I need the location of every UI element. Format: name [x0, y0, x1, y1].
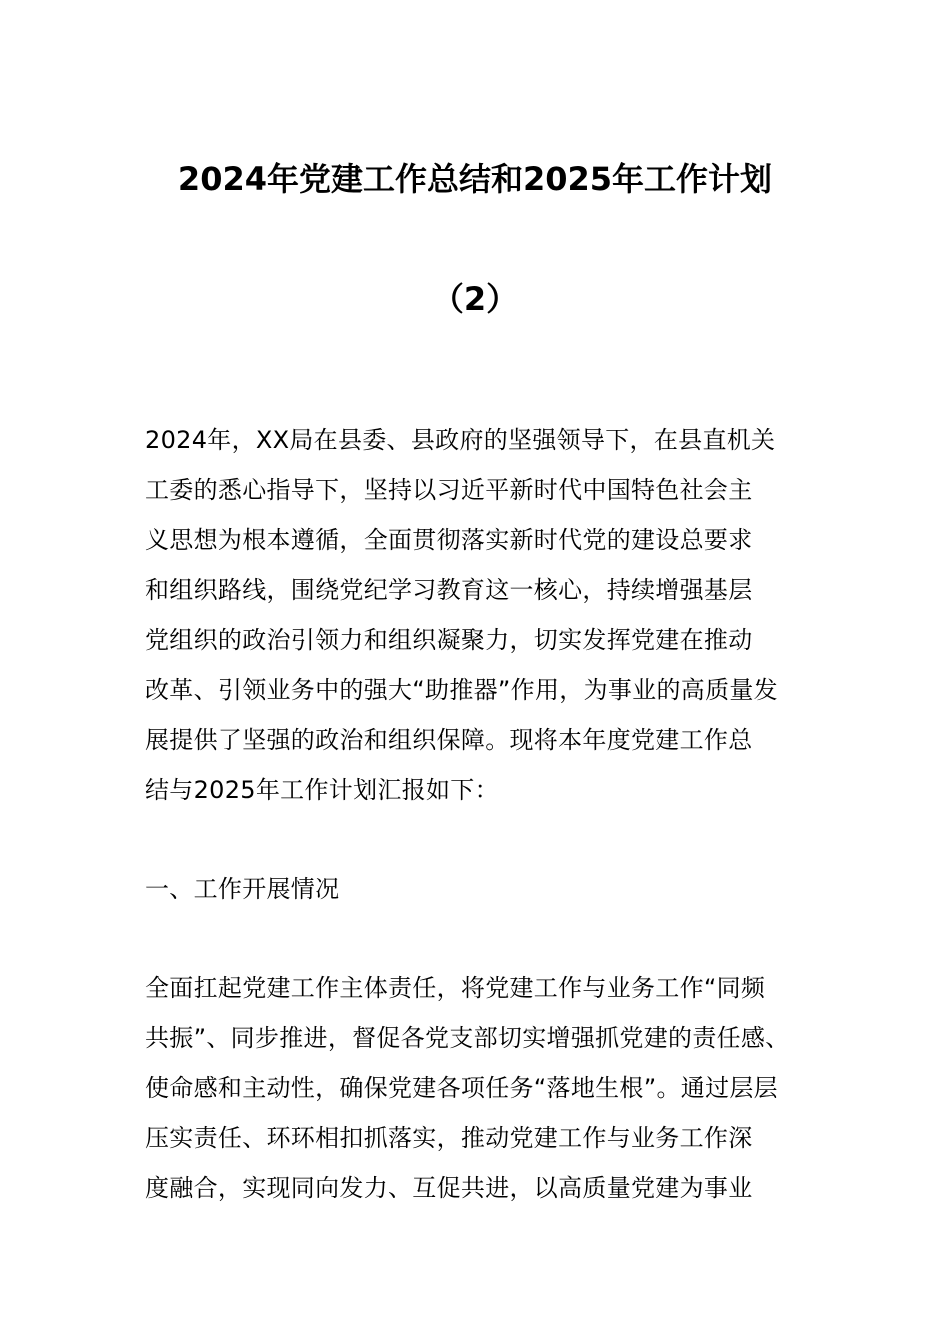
section1-paragraph [145, 963, 825, 1213]
section-heading-text: 一、工作开展情况 [145, 875, 340, 903]
paragraph-line: 2024年，XX局在县委、县政府的坚强领导下，在县直机关 [145, 426, 776, 454]
intro-paragraph [145, 415, 825, 815]
paragraph-line: 度融合，实现同向发力、互促共进，以高质量党建为事业 [145, 1174, 753, 1202]
paragraph-line: 工委的悉心指导下，坚持以习近平新时代中国特色社会主 [145, 476, 753, 504]
paragraph-line: 和组织路线，围绕党纪学习教育这一核心，持续增强基层 [145, 576, 753, 604]
section-heading [145, 864, 825, 914]
paragraph-line: 共振”、同步推进，督促各党支部切实增强抓党建的责任感、 [145, 1024, 790, 1052]
document-subtitle: （2） [431, 280, 519, 318]
paragraph-line: 全面扛起党建工作主体责任，将党建工作与业务工作“同频 [145, 974, 766, 1002]
paragraph-line: 压实责任、环环相扣抓落实，推动党建工作与业务工作深 [145, 1124, 753, 1152]
paragraph-line: 义思想为根本遵循，全面贯彻落实新时代党的建设总要求 [145, 526, 753, 554]
document-title: 2024年党建工作总结和2025年工作计划 [177, 160, 773, 198]
paragraph-line: 党组织的政治引领力和组织凝聚力，切实发挥党建在推动 [145, 626, 753, 654]
paragraph-line: 改革、引领业务中的强大“助推器”作用，为事业的高质量发 [145, 676, 778, 704]
paragraph-line: 使命感和主动性，确保党建各项任务“落地生根”。通过层层 [145, 1074, 778, 1102]
paragraph-line: 结与2025年工作计划汇报如下： [145, 776, 499, 804]
paragraph-line: 展提供了坚强的政治和组织保障。现将本年度党建工作总 [145, 726, 753, 754]
